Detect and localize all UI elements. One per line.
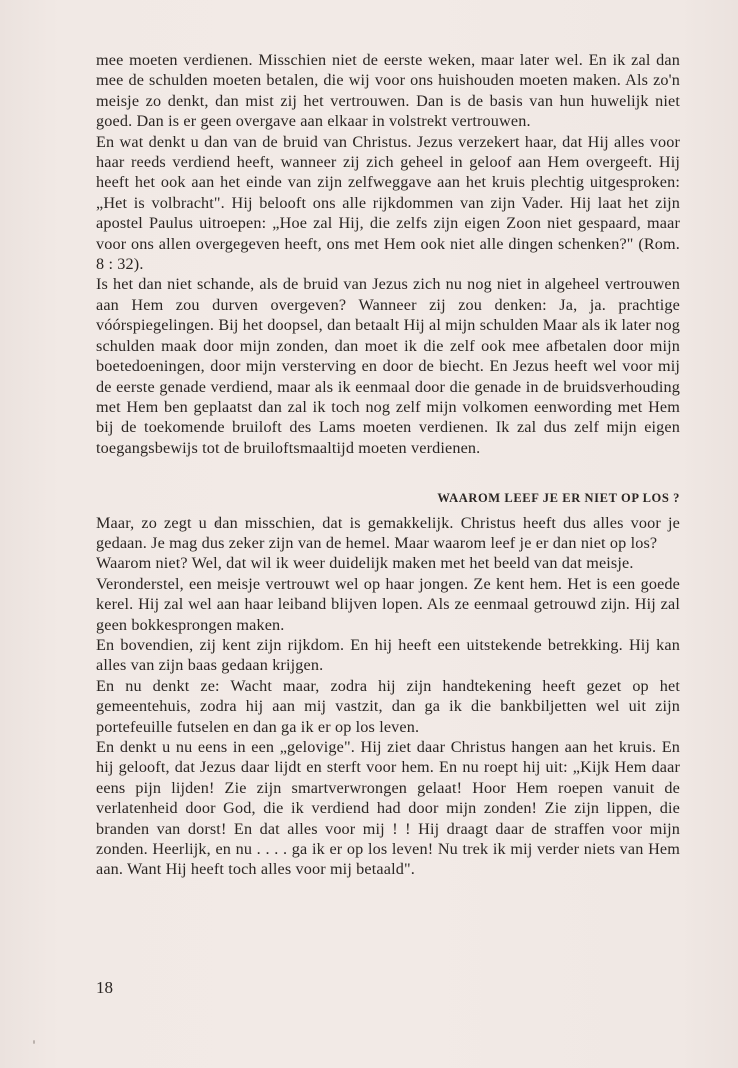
paragraph: Veronderstel, een meisje vertrouwt wel op haar jongen. Ze kent hem. Het is een goede kerel. Hij zal wel aan haar leiband blijven lopen. Als ze eenmaal getrouwd zijn. Hij zal geen bokkesprongen maken. [96, 574, 680, 634]
paragraph: En denkt u nu eens in een „gelovige". Hij ziet daar Christus hangen aan het kruis. En hij gelooft, dat Jezus daar lijdt en sterft voor hem. En nu roept hij uit: „Kijk Hem daar eens pijn lijden! Zie zijn smartverwrongen gelaat! Hoor Hem roepen vanuit de verlatenheid door God, die ik verdiend had door mijn zonden! Zie zijn lippen, die branden van dorst! En dat alles voor mij ! ! Hij draagt daar de straffen voor mijn zonden. Heerlijk, en nu . . . . ga ik er op los leven! Nu trek ik mij verder niets van Hem aan. Want Hij heeft toch alles voor mij betaald". [96, 738, 680, 879]
body-text [96, 50, 680, 880]
paper-speck [33, 1040, 35, 1044]
paragraph: En nu denkt ze: Wacht maar, zodra hij zijn handtekening heeft gezet op het gemeentehuis, zodra hij aan mij vastzit, dan ga ik die bankbiljetten wel uit zijn portefeuille futselen en dan ga ik er op los leven. [96, 676, 680, 736]
paragraph: Maar, zo zegt u dan misschien, dat is gemakkelijk. Christus heeft dus alles voor je gedaan. Je mag dus zeker zijn van de hemel. Maar waarom leef je er dan niet op los? [96, 513, 680, 552]
paragraph: Is het dan niet schande, als de bruid van Jezus zich nu nog niet in algeheel vertrouwen aan Hem zou durven overgeven? Wanneer zij zou denken: Ja, ja. prachtige vóórspiegelingen. Bij het doopsel, dan betaalt Hij al mijn schulden Maar als ik later nog schulden maak door mijn zonden, dan moet ik die zelf ook mee afbetalen door mijn boetedoeningen, door mijn versterving en door de biecht. En Jezus heeft wel voor mij de eerste genade verdiend, maar als ik eenmaal door die genade in de bruidsverhouding met Hem ben geplaatst dan zal ik toch nog zelf mijn volkomen eenwording met Hem bij de toekomende bruiloft des Lams moeten verdienen. Ik zal dus zelf mijn eigen toegangsbewijs tot de bruiloftsmaaltijd moeten verdienen. [96, 275, 680, 457]
paragraph: mee moeten verdienen. Misschien niet de eerste weken, maar later wel. En ik zal dan mee de schulden moeten betalen, die wij voor ons huishouden moeten maken. Als zo'n meisje zo denkt, dan mist zij het vertrouwen. Dan is de basis van hun huwelijk niet goed. Dan is er geen overgave aan elkaar in volstrekt vertrouwen. [96, 51, 680, 131]
section-heading: WAAROM LEEF JE ER NIET OP LOS ? [437, 491, 680, 506]
paragraph: En wat denkt u dan van de bruid van Christus. Jezus verzekert haar, dat Hij alles voor haar reeds verdiend heeft, wanneer zij zich geheel in geloof aan Hem overgeeft. Hij heeft het ook aan het einde van zijn zelfweggave aan het kruis plechtig uitgesproken: „Het is volbracht". Hij belooft ons alle rijkdommen van zijn Vader. Hij laat het zijn apostel Paulus uitroepen: „Hoe zal Hij, die zelfs zijn eigen Zoon niet gespaard, maar voor ons allen overgegeven heeft, ons met Hem ook niet alle dingen schenken?" (Rom. 8 : 32). [96, 132, 680, 274]
paragraph: Waarom niet? Wel, dat wil ik weer duidelijk maken met het beeld van dat meisje. [96, 554, 634, 573]
page-number: 18 [96, 978, 113, 997]
paragraph: En bovendien, zij kent zijn rijkdom. En hij heeft een uitstekende betrekking. Hij kan alles van zijn baas gedaan krijgen. [96, 635, 680, 675]
